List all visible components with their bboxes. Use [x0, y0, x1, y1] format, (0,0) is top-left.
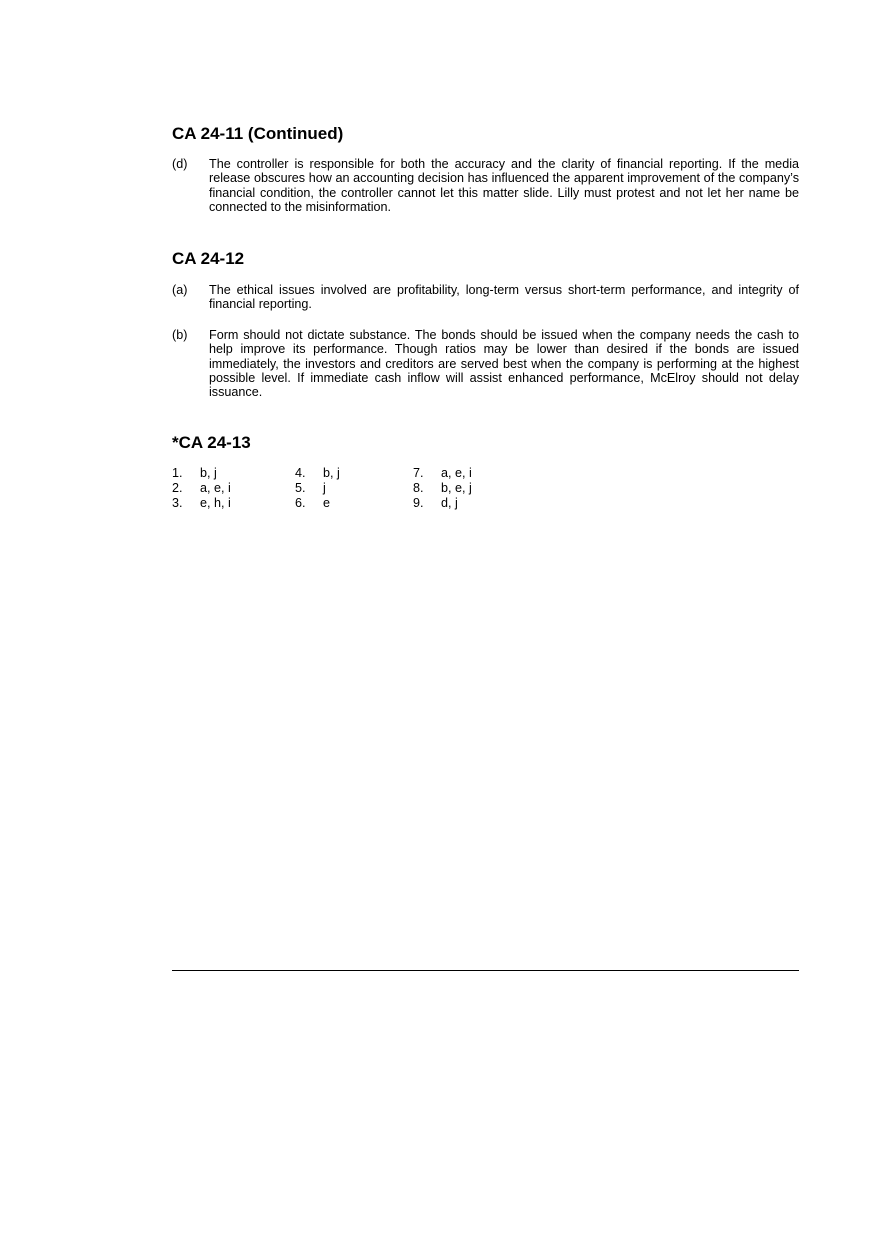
item-marker: (d)	[172, 157, 188, 171]
answer-number: 6.	[295, 496, 306, 510]
answer-value: a, e, i	[200, 481, 231, 495]
answer-value: j	[323, 481, 326, 495]
answer-number: 3.	[172, 496, 183, 510]
answer-value: d, j	[441, 496, 458, 510]
section-heading-ca-24-12: CA 24-12	[172, 249, 245, 268]
answer-value: b, j	[200, 466, 217, 480]
document-page	[172, 0, 799, 1247]
item-text: Form should not dictate substance. The bonds should be issued when the company needs the cash to help improve its performance. Though ratios may be lower than desired if the bonds are issued immediately, the investors and creditors are served best when the company is performing at the highest possible level. If immediate cash inflow will assist enhanced performance, McElroy should not delay issuance.	[209, 328, 799, 400]
item-marker: (a)	[172, 283, 188, 297]
answer-number: 8.	[413, 481, 424, 495]
answer-number: 5.	[295, 481, 306, 495]
answer-number: 4.	[295, 466, 306, 480]
item-text: The ethical issues involved are profitability, long-term versus short-term performance, and integrity of financial reporting.	[209, 283, 799, 312]
answer-number: 1.	[172, 466, 183, 480]
answer-value: b, j	[323, 466, 340, 480]
answer-value: e	[323, 496, 331, 510]
answer-value: b, e, j	[441, 481, 472, 495]
section-heading-ca-24-13: *CA 24-13	[172, 433, 251, 452]
answer-value: e, h, i	[200, 496, 231, 510]
list-item-ca-24-12-b	[172, 328, 799, 399]
answer-number: 2.	[172, 481, 183, 495]
list-item-ca-24-11-d	[172, 157, 799, 214]
answer-grid	[172, 466, 799, 514]
section-heading-ca-24-11: CA 24-11 (Continued)	[172, 124, 344, 143]
item-text: The controller is responsible for both the accuracy and the clarity of financial reporting. If the media release obscures how an accounting decision has influenced the apparent improvement of the company’s financial condition, the controller cannot let this matter slide. Lilly must protest and not let her name be connected to the misinformation.	[209, 157, 799, 214]
item-marker: (b)	[172, 328, 188, 342]
footer-divider	[172, 970, 799, 971]
answer-value: a, e, i	[441, 466, 472, 480]
list-item-ca-24-12-a	[172, 283, 799, 312]
answer-number: 7.	[413, 466, 424, 480]
answer-number: 9.	[413, 496, 424, 510]
